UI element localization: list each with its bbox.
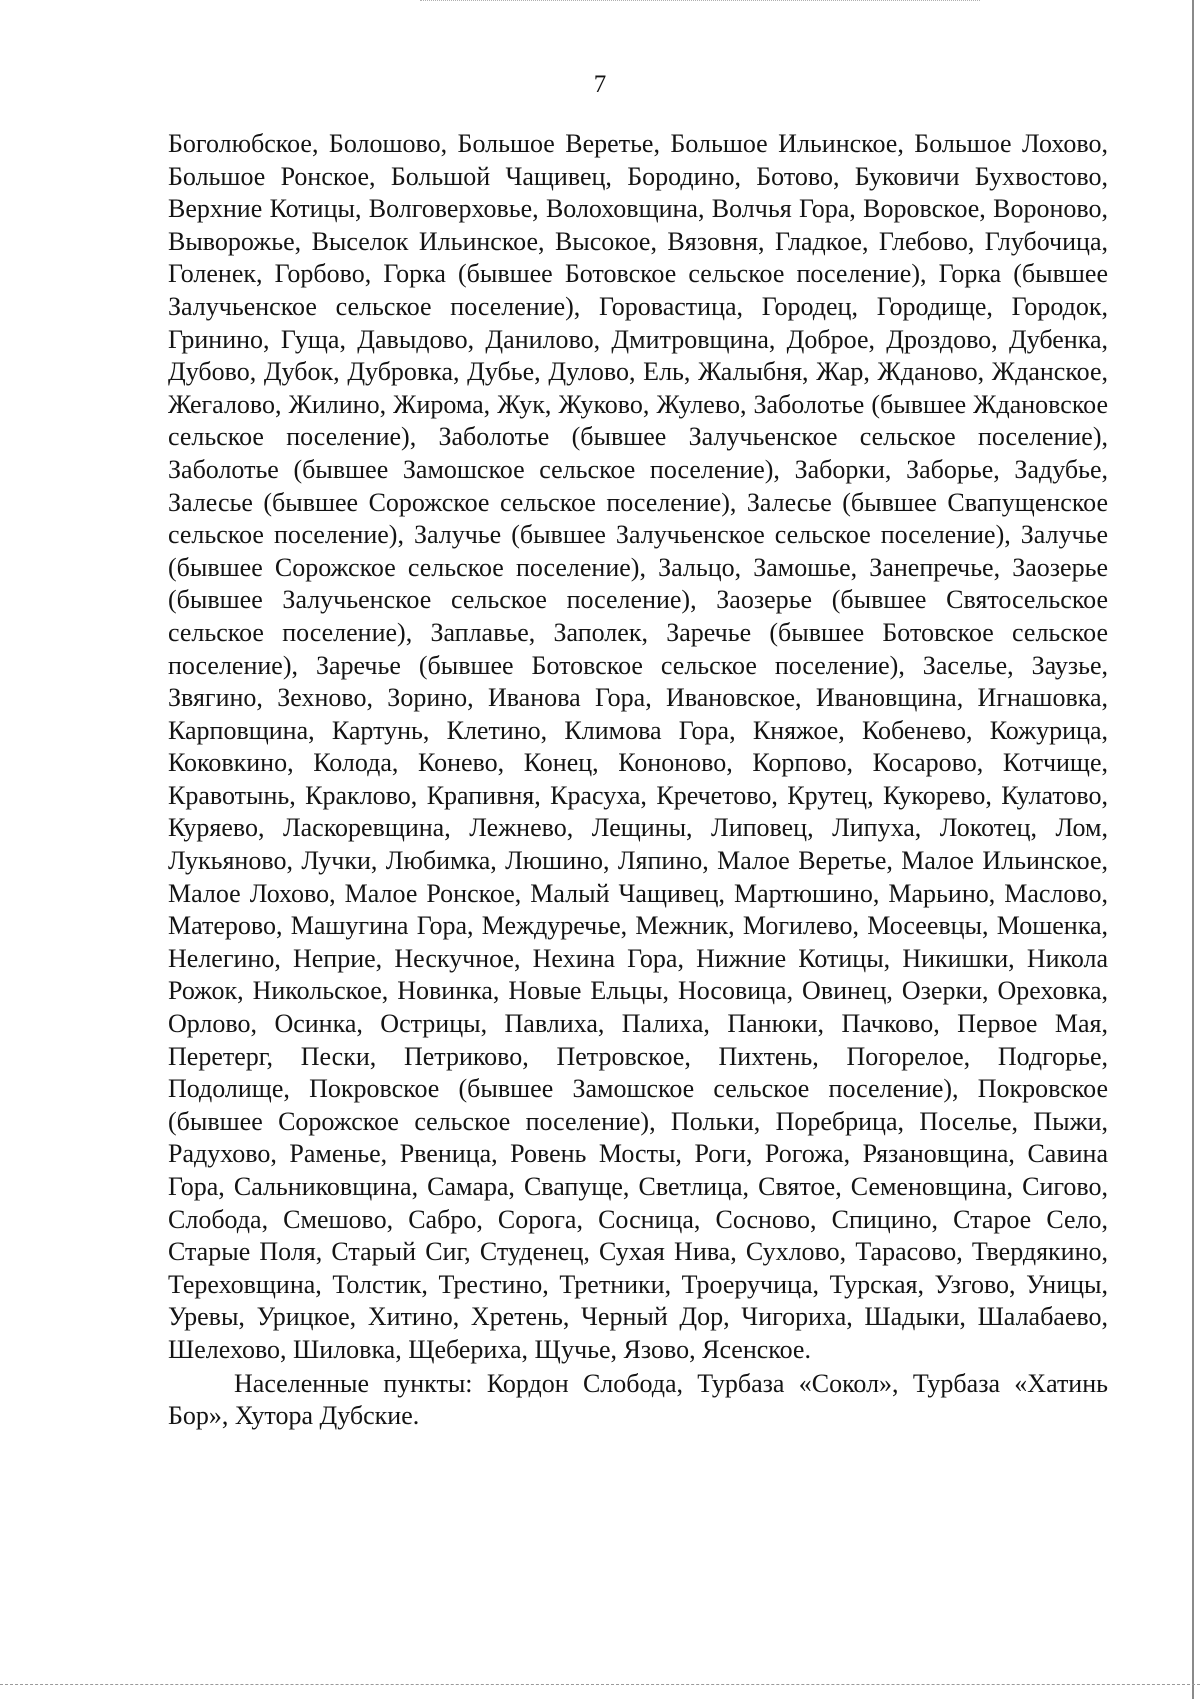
scan-right-edge xyxy=(1192,0,1194,1699)
scan-top-edge xyxy=(420,0,980,1)
scan-bottom-edge xyxy=(0,1684,1200,1685)
document-body xyxy=(168,128,1108,1433)
settlements-list-paragraph: Боголюбское, Болошово, Большое Веретье, Большое Ильинское, Большое Лохово, Большое Ронское, Большой Чащивец, Бородино, Ботово, Буковичи Бухвостово, Верхние Котицы, Волговерховье, Волоховщина, Волчья Гора, Воровское, Вороново, Выворожье, Выселок Ильинское, Высокое, Вязовня, Гладкое, Глебово, Глубочица, Голенек, Горбово, Горка (бывшее Ботовское сельское поселение), Горка (бывшее Залучьенское сельское поселение), Горовастица, Городец, Городище, Городок, Гринино, Гуща, Давыдово, Данилово, Дмитровщина, Доброе, Дроздово, Дубенка, Дубово, Дубок, Дубровка, Дубье, Дулово, Ель, Жалыбня, Жар, Жданово, Жданское, Жегалово, Жилино, Жирома, Жук, Жуково, Жулево, Заболотье (бывшее Ждановское сельское поселение), Заболотье (бывшее Залучьенское сельское поселение), Заболотье (бывшее Замошское сельское поселение), Заборки, Заборье, Задубье, Залесье (бывшее Сорожское сельское поселение), Залесье (бывшее Свапущенское сельское поселение), Залучье (бывшее Залучьенское сельское поселение), Залучье (бывшее Сорожское сельское поселение), Зальцо, Замошье, Занепречье, Заозерье (бывшее Залучьенское сельское поселение), Заозерье (бывшее Святосельское сельское поселение), Заплавье, Заполек, Заречье (бывшее Ботовское сельское поселение), Заречье (бывшее Ботовское сельское поселение), Заселье, Заузье, Звягино, Зехново, Зорино, Иванова Гора, Ивановское, Ивановщина, Игнашовка, Карповщина, Картунь, Клетино, Климова Гора, Княжое, Кобенево, Кожурица, Коковкино, Колода, Конево, Конец, Кононово, Корпово, Косарово, Котчище, Кравотынь, Краклово, Крапивня, Красуха, Кречетово, Крутец, Кукорево, Кулатово, Куряево, Ласкоревщина, Лежнево, Лещины, Липовец, Липуха, Локотец, Лом, Лукьяново, Лучки, Любимка, Люшино, Ляпино, Малое Веретье, Малое Ильинское, Малое Лохово, Малое Ронское, Малый Чащивец, Мартюшино, Марьино, Маслово, Матерово, Машугина Гора, Междуречье, Межник, Могилево, Мосеевцы, Мошенка, Нелегино, Неприе, Нескучное, Нехина Гора, Нижние Котицы, Никишки, Никола Рожок, Никольское, Новинка, Новые Ельцы, Носовица, Овинец, Озерки, Ореховка, Орлово, Осинка, Острицы, Павлиха, Палиха, Панюки, Пачково, Первое Мая, Перетерг, Пески, Петриково, Петровское, Пихтень, Погорелое, Подгорье, Подолище, Покровское (бывшее Замошское сельское поселение), Покровское (бывшее Сорожское сельское поселение), Польки, Поребрица, Поселье, Пыжи, Радухово, Раменье, Рвеница, Ровень Мосты, Роги, Рогожа, Рязановщина, Савина Гора, Сальниковщина, Самара, Свапуще, Светлица, Святое, Семеновщина, Сигово, Слобода, Смешово, Сабро, Сорога, Сосница, Сосново, Спицино, Старое Село, Старые Поля, Старый Сиг, Студенец, Сухая Нива, Сухлово, Тарасово, Твердякино, Тереховщина, Толстик, Трестино, Третники, Троеручица, Турская, Узгово, Уницы, Уревы, Урицкое, Хитино, Хретень, Черный Дор, Чигориха, Шадыки, Шалабаево, Шелехово, Шиловка, Щебериха, Щучье, Язово, Ясенское. xyxy=(168,129,1108,1364)
inhabited-localities-paragraph: Населенные пункты: Кордон Слобода, Турбаза «Сокол», Турбаза «Хатинь Бор», Хутора Дубские. xyxy=(168,1368,1108,1431)
page-number: 7 xyxy=(593,71,607,98)
